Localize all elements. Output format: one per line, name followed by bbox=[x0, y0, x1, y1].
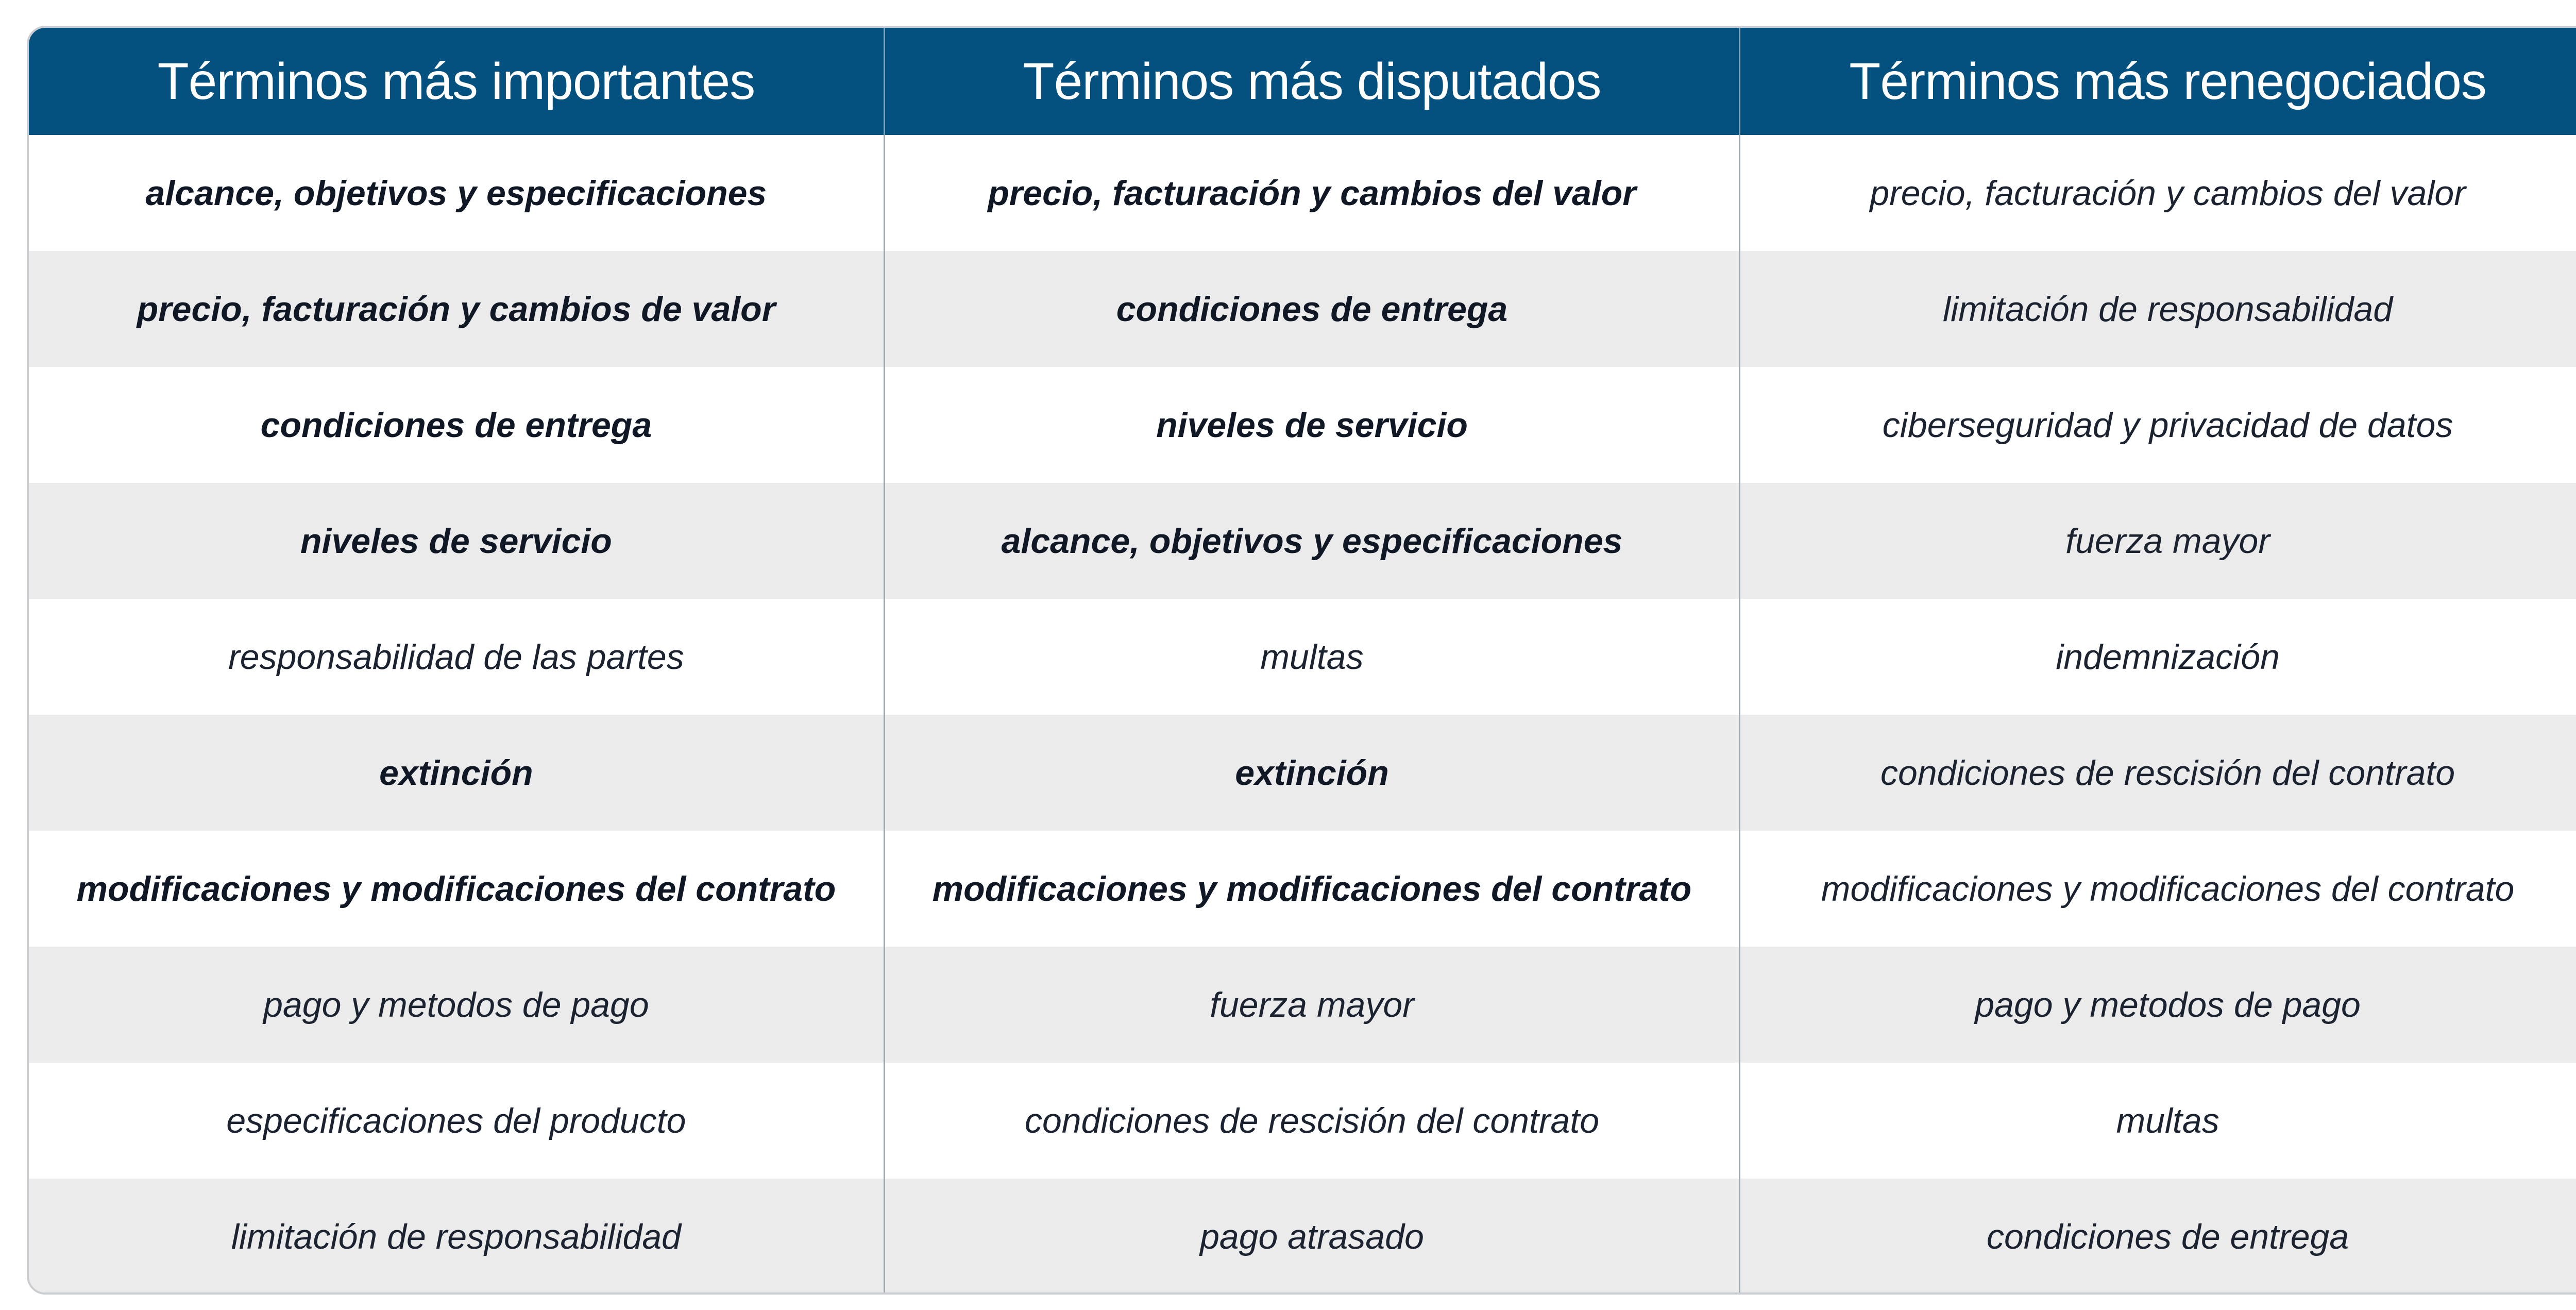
table-cell: condiciones de entrega bbox=[884, 251, 1739, 367]
table-cell: condiciones de rescisión del contrato bbox=[884, 1063, 1739, 1179]
table-cell: niveles de servicio bbox=[29, 483, 884, 599]
table-cell: condiciones de rescisión del contrato bbox=[1740, 715, 2576, 831]
table-cell: modificaciones y modificaciones del contrato bbox=[1740, 831, 2576, 947]
terms-table bbox=[29, 28, 2576, 1295]
table-cell: modificaciones y modificaciones del contrato bbox=[76, 869, 836, 909]
table-row bbox=[29, 715, 2576, 831]
table-cell: niveles de servicio bbox=[884, 367, 1739, 483]
terms-table-container bbox=[27, 26, 2576, 1295]
table-cell: limitación de responsabilidad bbox=[29, 1179, 884, 1295]
table-row bbox=[29, 831, 2576, 947]
table-cell: pago y metodos de pago bbox=[29, 947, 884, 1063]
table-cell: alcance, objetivos y especificaciones bbox=[884, 483, 1739, 599]
table-row bbox=[29, 1179, 2576, 1295]
table-cell: precio, facturación y cambios de valor bbox=[29, 251, 884, 367]
table-cell: fuerza mayor bbox=[1740, 483, 2576, 599]
table-cell: extinción bbox=[29, 715, 884, 831]
table-row bbox=[29, 947, 2576, 1063]
table-cell: alcance, objetivos y especificaciones bbox=[145, 173, 767, 213]
table-cell: fuerza mayor bbox=[884, 947, 1739, 1063]
table-cell: precio, facturación y cambios del valor bbox=[884, 135, 1739, 251]
header-most-renegotiated: Términos más renegociados bbox=[1740, 28, 2576, 135]
table-row bbox=[29, 483, 2576, 599]
table-row bbox=[29, 135, 2576, 251]
table-cell: ciberseguridad y privacidad de datos bbox=[1740, 367, 2576, 483]
table-row bbox=[29, 1063, 2576, 1179]
table-row bbox=[29, 251, 2576, 367]
table-cell: condiciones de entrega bbox=[260, 405, 652, 445]
table-cell: extinción bbox=[884, 715, 1739, 831]
table-cell: indemnización bbox=[1740, 599, 2576, 715]
table-row bbox=[29, 599, 2576, 715]
table-cell: pago y metodos de pago bbox=[1740, 947, 2576, 1063]
table-cell: especificaciones del producto bbox=[226, 1101, 686, 1140]
table-cell: condiciones de entrega bbox=[1740, 1179, 2576, 1295]
table-cell: pago atrasado bbox=[884, 1179, 1739, 1295]
table-cell: responsabilidad de las partes bbox=[228, 637, 684, 677]
header-most-important: Términos más importantes bbox=[29, 28, 884, 135]
table-cell: modificaciones y modificaciones del contrato bbox=[884, 831, 1739, 947]
header-most-disputed: Términos más disputados bbox=[884, 28, 1739, 135]
table-body bbox=[29, 135, 2576, 1295]
table-cell: multas bbox=[884, 599, 1739, 715]
table-cell: multas bbox=[1740, 1063, 2576, 1179]
table-cell: limitación de responsabilidad bbox=[1740, 251, 2576, 367]
table-row bbox=[29, 367, 2576, 483]
header-row bbox=[29, 28, 2576, 135]
table-cell: precio, facturación y cambios del valor bbox=[1740, 135, 2576, 251]
